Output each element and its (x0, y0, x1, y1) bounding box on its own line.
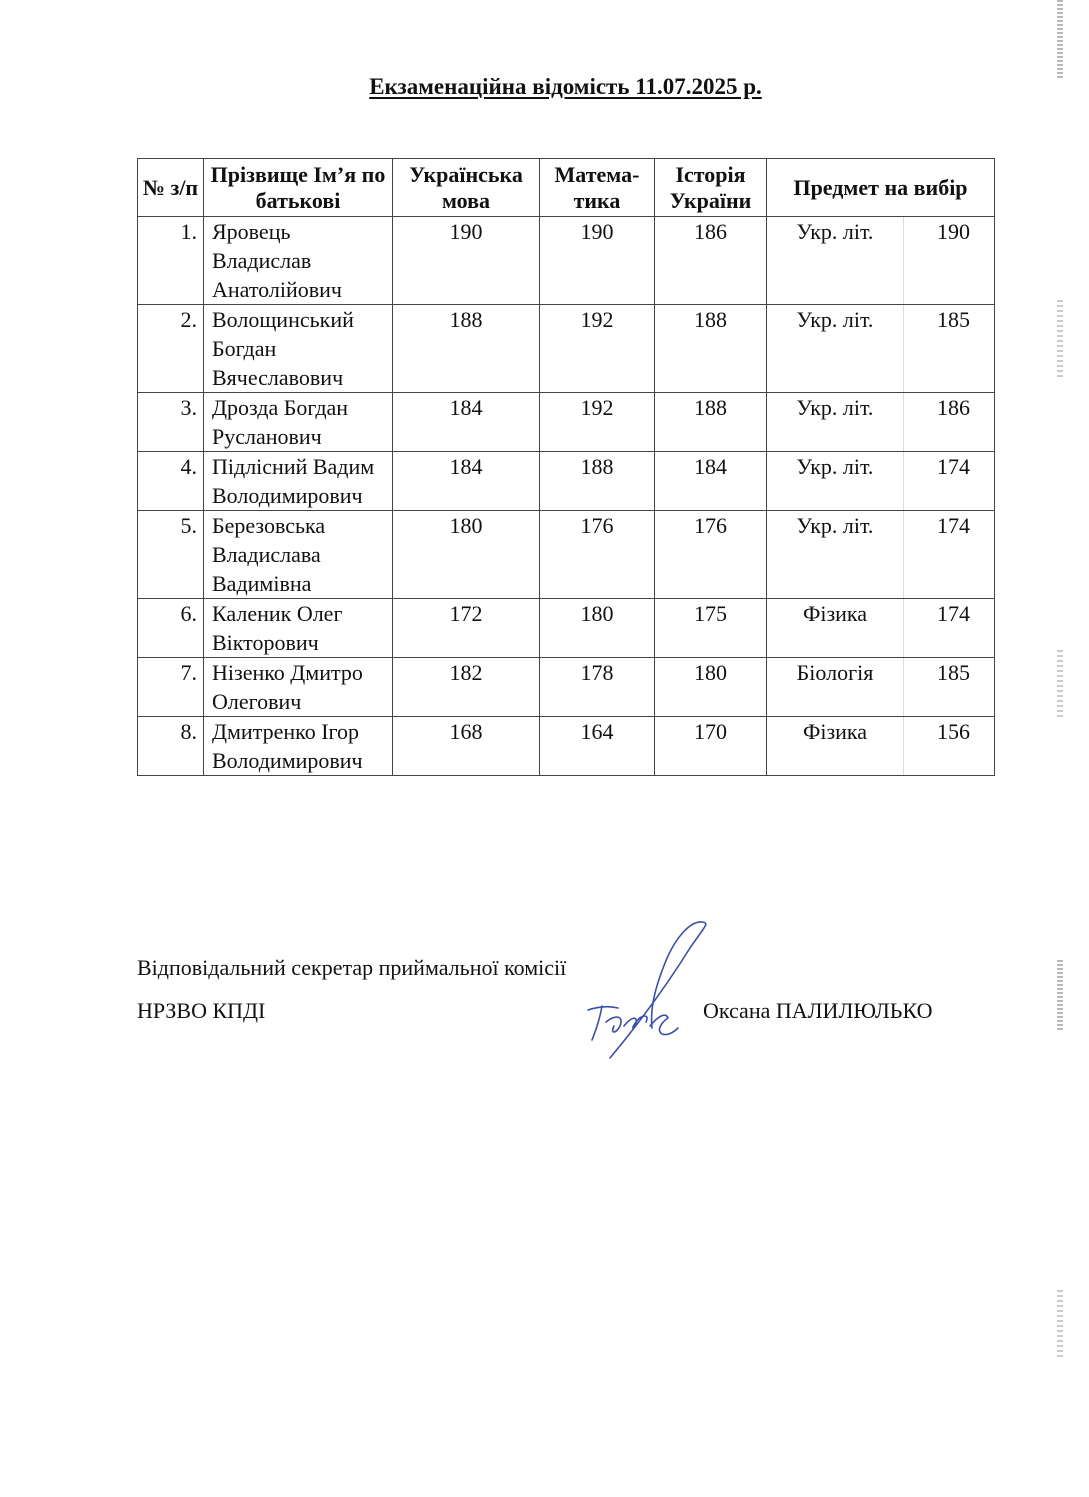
score-ukrainian: 188 (393, 305, 540, 393)
row-number: 4. (138, 452, 204, 511)
score-history: 180 (655, 658, 767, 717)
score-elective: 174 (904, 599, 995, 658)
header-number: № з/п (138, 159, 204, 217)
student-name: Березовська Владислава Вадимівна (204, 511, 393, 599)
header-math: Матема-тика (540, 159, 655, 217)
score-ukrainian: 182 (393, 658, 540, 717)
row-number: 1. (138, 217, 204, 305)
header-elective: Предмет на вибір (767, 159, 995, 217)
row-number: 7. (138, 658, 204, 717)
table-row (138, 393, 995, 452)
student-name: Яровець Владислав Анатолійович (204, 217, 393, 305)
exam-results-table (137, 158, 995, 776)
score-elective: 186 (904, 393, 995, 452)
score-ukrainian: 190 (393, 217, 540, 305)
footer-organization: НРЗВО КПДІ (137, 998, 266, 1023)
scan-edge-mark (1057, 960, 1063, 1030)
scan-edge-mark (1057, 300, 1063, 380)
score-elective: 190 (904, 217, 995, 305)
score-ukrainian: 184 (393, 452, 540, 511)
score-ukrainian: 168 (393, 717, 540, 776)
elective-subject: Біологія (767, 658, 904, 717)
row-number: 2. (138, 305, 204, 393)
elective-subject: Укр. літ. (767, 511, 904, 599)
score-history: 188 (655, 393, 767, 452)
score-ukrainian: 180 (393, 511, 540, 599)
score-elective: 185 (904, 305, 995, 393)
score-history: 170 (655, 717, 767, 776)
table-row (138, 599, 995, 658)
score-math: 164 (540, 717, 655, 776)
score-math: 188 (540, 452, 655, 511)
score-history: 184 (655, 452, 767, 511)
header-history: Історія України (655, 159, 767, 217)
score-elective: 185 (904, 658, 995, 717)
row-number: 3. (138, 393, 204, 452)
scan-edge-mark (1057, 1290, 1063, 1360)
elective-subject: Укр. літ. (767, 305, 904, 393)
score-math: 192 (540, 393, 655, 452)
table-row (138, 717, 995, 776)
table-row (138, 658, 995, 717)
elective-subject: Укр. літ. (767, 393, 904, 452)
table-row (138, 217, 995, 305)
score-elective: 174 (904, 511, 995, 599)
scan-edge-mark (1057, 650, 1063, 720)
score-math: 190 (540, 217, 655, 305)
score-history: 175 (655, 599, 767, 658)
score-math: 176 (540, 511, 655, 599)
student-name: Каленик Олег Вікторович (204, 599, 393, 658)
student-name: Волощинський Богдан Вячеславович (204, 305, 393, 393)
elective-subject: Фізика (767, 599, 904, 658)
table-row (138, 305, 995, 393)
page-title: Екзаменаційна відомість 11.07.2025 р. (369, 74, 762, 99)
student-name: Підлісний Вадим Володимирович (204, 452, 393, 511)
score-history: 188 (655, 305, 767, 393)
footer-signatory: Оксана ПАЛИЛЮЛЬКО (703, 998, 933, 1023)
score-ukrainian: 184 (393, 393, 540, 452)
handwritten-signature (580, 918, 720, 1068)
header-name: Прізвище Ім’я по батькові (204, 159, 393, 217)
table-row (138, 511, 995, 599)
student-name: Дмитренко Ігор Володимирович (204, 717, 393, 776)
footer-role: Відповідальний секретар приймальної комісії (137, 955, 567, 980)
score-history: 176 (655, 511, 767, 599)
row-number: 6. (138, 599, 204, 658)
elective-subject: Укр. літ. (767, 452, 904, 511)
row-number: 8. (138, 717, 204, 776)
elective-subject: Укр. літ. (767, 217, 904, 305)
row-number: 5. (138, 511, 204, 599)
score-history: 186 (655, 217, 767, 305)
score-ukrainian: 172 (393, 599, 540, 658)
student-name: Нізенко Дмитро Олегович (204, 658, 393, 717)
header-ukrainian: Українська мова (393, 159, 540, 217)
table-row (138, 452, 995, 511)
scan-edge-mark (1057, 0, 1063, 80)
student-name: Дрозда Богдан Русланович (204, 393, 393, 452)
table-header-row (138, 159, 995, 217)
score-math: 180 (540, 599, 655, 658)
score-math: 192 (540, 305, 655, 393)
score-elective: 156 (904, 717, 995, 776)
elective-subject: Фізика (767, 717, 904, 776)
score-elective: 174 (904, 452, 995, 511)
score-math: 178 (540, 658, 655, 717)
